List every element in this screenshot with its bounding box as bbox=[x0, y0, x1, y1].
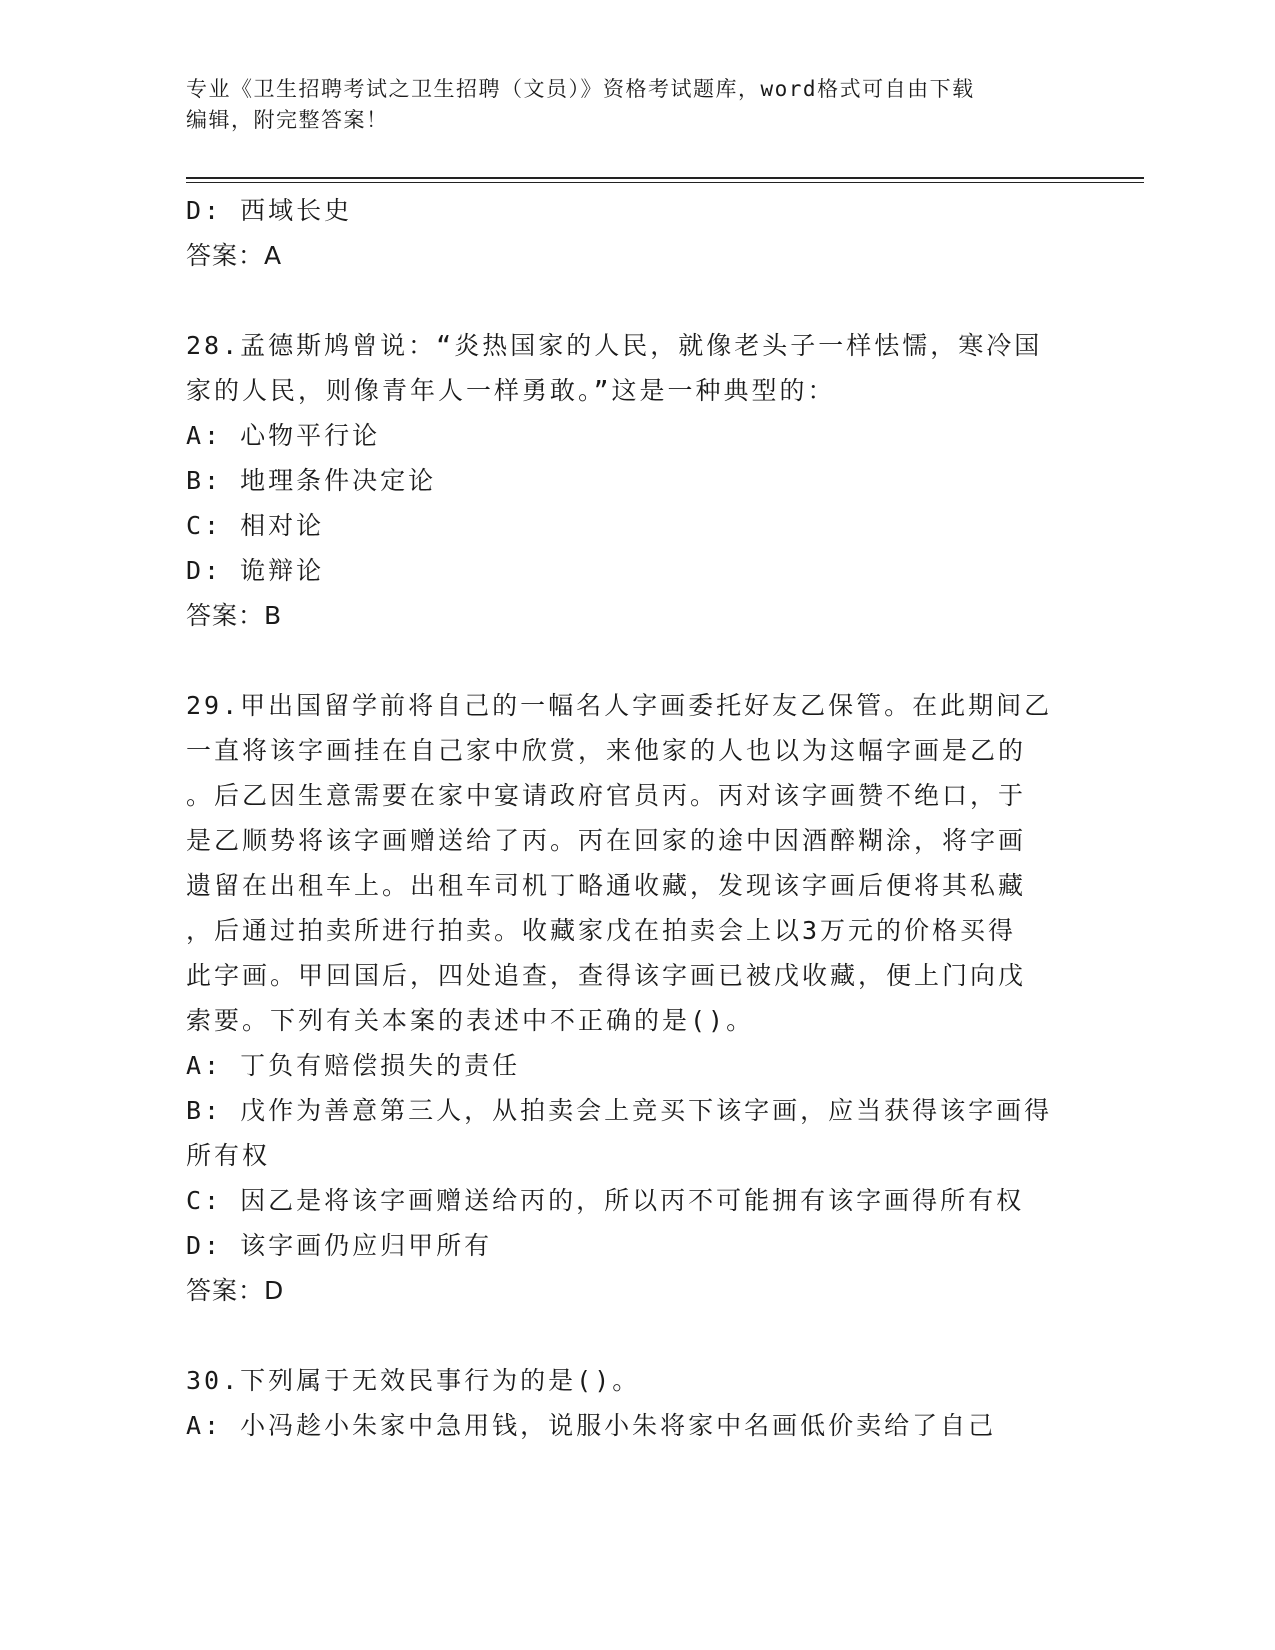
option-d: D: 诡辩论 bbox=[186, 556, 325, 585]
header-line-2: 编辑，附完整答案！ bbox=[186, 108, 389, 132]
header-divider-thin bbox=[186, 182, 1144, 183]
question-30 bbox=[186, 1358, 1066, 1448]
question-stem-line: ，后通过拍卖所进行拍卖。收藏家戊在拍卖会上以3万元的价格买得 bbox=[186, 916, 1017, 945]
question-stem-line: 一直将该字画挂在自己家中欣赏，来他家的人也以为这幅字画是乙的 bbox=[186, 736, 1027, 765]
option-d: D: 该字画仍应归甲所有 bbox=[186, 1231, 493, 1260]
header-divider bbox=[186, 177, 1144, 179]
question-stem-line: 30.下列属于无效民事行为的是()。 bbox=[186, 1366, 641, 1395]
question-stem-line: 家的人民，则像青年人一样勇敢。”这是一种典型的： bbox=[186, 376, 836, 405]
option-c: C: 相对论 bbox=[186, 511, 325, 540]
question-28 bbox=[186, 323, 1066, 638]
question-stem-line: 。后乙因生意需要在家中宴请政府官员丙。丙对该字画赞不绝口，于 bbox=[186, 781, 1027, 810]
question-stem-line: 索要。下列有关本案的表述中不正确的是()。 bbox=[186, 1006, 755, 1035]
answer-line: 答案：D bbox=[186, 1276, 285, 1305]
option-d: D: 西域长史 bbox=[186, 196, 353, 225]
question-stem-line: 29.甲出国留学前将自己的一幅名人字画委托好友乙保管。在此期间乙 bbox=[186, 691, 1053, 720]
question-fragment bbox=[186, 188, 1066, 278]
option-a: A: 小冯趁小朱家中急用钱，说服小朱将家中名画低价卖给了自己 bbox=[186, 1411, 997, 1440]
question-stem-line: 遗留在出租车上。出租车司机丁略通收藏，发现该字画后便将其私藏 bbox=[186, 871, 1027, 900]
question-stem-line: 是乙顺势将该字画赠送给了丙。丙在回家的途中因酒醉糊涂，将字画 bbox=[186, 826, 1027, 855]
option-b: B: 地理条件决定论 bbox=[186, 466, 437, 495]
page-content bbox=[186, 188, 1066, 1448]
answer-line: 答案：A bbox=[186, 241, 283, 270]
option-a: A: 心物平行论 bbox=[186, 421, 381, 450]
question-29 bbox=[186, 683, 1066, 1313]
option-b: B: 戊作为善意第三人，从拍卖会上竞买下该字画，应当获得该字画得 bbox=[186, 1096, 1053, 1125]
page-header bbox=[186, 74, 1066, 136]
option-a: A: 丁负有赔偿损失的责任 bbox=[186, 1051, 521, 1080]
header-line-1: 专业《卫生招聘考试之卫生招聘（文员）》资格考试题库，word格式可自由下载 bbox=[186, 77, 975, 101]
question-stem-line: 此字画。甲回国后，四处追查，查得该字画已被戊收藏，便上门向戊 bbox=[186, 961, 1027, 990]
option-b-continued: 所有权 bbox=[186, 1141, 271, 1170]
question-stem-line: 28.孟德斯鸠曾说：“炎热国家的人民，就像老头子一样怯懦，寒冷国 bbox=[186, 331, 1043, 360]
option-c: C: 因乙是将该字画赠送给丙的，所以丙不可能拥有该字画得所有权 bbox=[186, 1186, 1025, 1215]
answer-line: 答案：B bbox=[186, 601, 283, 630]
